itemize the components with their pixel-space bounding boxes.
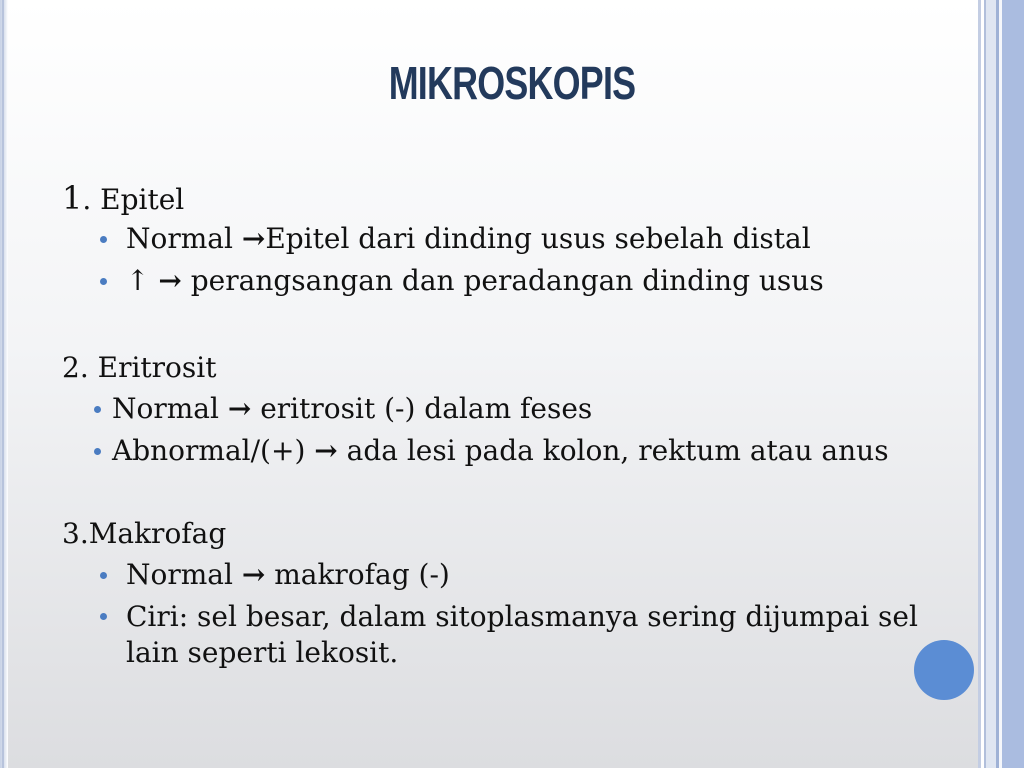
list-item [100,218,972,260]
section-number: 3 [62,517,80,550]
item-text: eritrosit (-) dalam feses [251,392,593,425]
stripe [986,0,996,768]
list-item [94,430,972,472]
arrow-right-icon: → [158,264,182,297]
bullet-list [62,218,972,302]
section-title: . Eritrosit [79,351,217,384]
bullet-list [62,554,972,671]
arrow-right-icon: → [241,558,266,591]
arrow-right-icon: → [227,392,252,425]
item-text: makrofag (-) [265,558,450,591]
list-item [94,388,972,430]
arrow-up-icon: ↑ [126,264,159,297]
bullet-list [62,388,972,472]
section-title: .Makrofag [79,517,227,550]
section-title: . Epitel [82,183,185,216]
list-item [100,596,972,671]
slide-content [62,178,972,671]
arrow-right-icon: → [241,222,266,255]
item-text: Epitel dari dinding usus sebelah distal [265,222,811,255]
list-item [100,554,972,596]
item-label: Normal [126,558,242,591]
item-label: Normal [112,392,228,425]
section-heading-makrofag [62,514,972,554]
stripe [1002,0,1024,768]
section-number: 1 [62,179,83,217]
item-label: Normal [126,222,242,255]
list-item [100,260,972,302]
section-number: 2 [62,351,80,384]
right-stripe-decoration [978,0,1024,768]
item-text: ada lesi pada kolon, rektum atau anus [337,434,889,467]
section-heading-eritrosit [62,348,972,388]
slide-title: MIKROSKOPIS [388,57,636,109]
item-text: Ciri: sel besar, dalam sitoplasmanya sering dijumpai sel lain seperti lekosit. [126,600,918,669]
item-label: Abnormal/(+) [112,434,315,467]
item-text: perangsangan dan peradangan dinding usus [181,264,824,297]
arrow-right-icon: → [314,434,338,467]
left-border-decoration [0,0,8,768]
section-heading-epitel [62,178,972,218]
accent-circle [914,640,974,700]
